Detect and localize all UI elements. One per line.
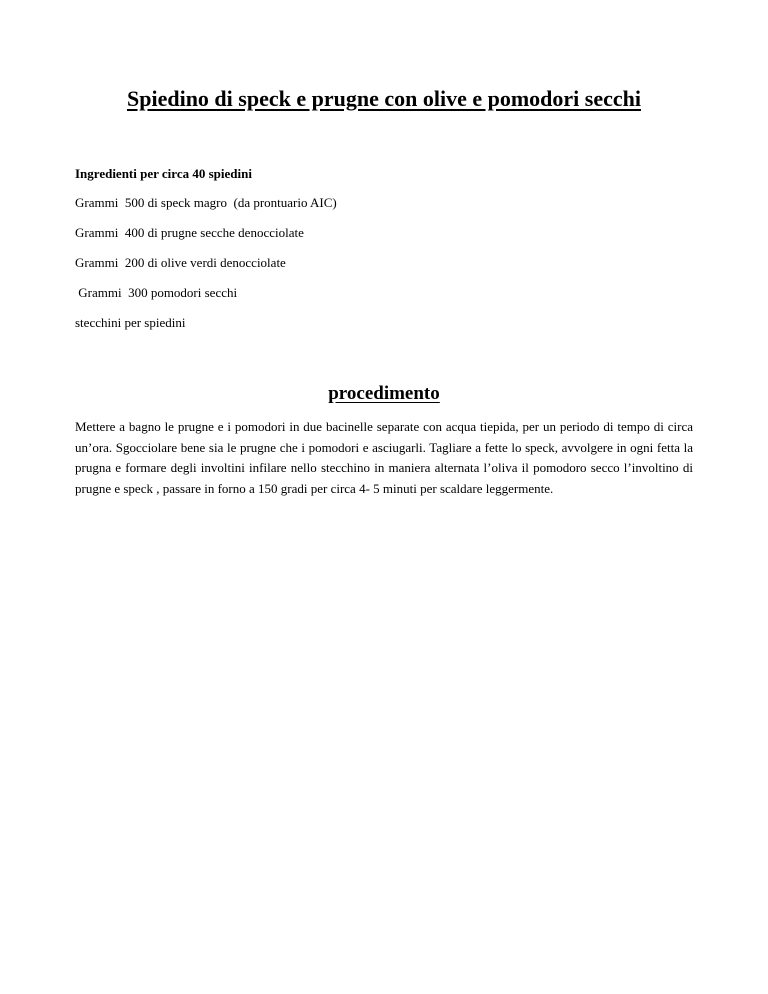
procedure-heading: procedimento bbox=[328, 383, 440, 404]
recipe-title: Spiedino di speck e prugne con olive e pomodori secchi bbox=[127, 86, 641, 111]
ingredients-heading: Ingredienti per circa 40 spiedini bbox=[75, 166, 252, 181]
ingredients-list bbox=[75, 194, 337, 344]
ingredient-item: Grammi 400 di prugne secche denocciolate bbox=[75, 225, 304, 240]
ingredient-item: stecchini per spiedini bbox=[75, 315, 186, 330]
ingredient-item: Grammi 500 di speck magro (da prontuario AIC) bbox=[75, 195, 337, 210]
ingredient-item: Grammi 200 di olive verdi denocciolate bbox=[75, 255, 286, 270]
procedure-paragraph: Mettere a bagno le prugne e i pomodori in due bacinelle separate con acqua tiepida, per un periodo di tempo di circa un’ora. Sgocciolare bene sia le prugne che i pomodori e asciugarli. Tagliare a fette lo speck, avvolgere in ogni fetta la prugna e formare degli involtini infilare nello stecchino in maniera alternata l’oliva il pomodoro secco l’involtino di prugne e speck , passare in forno a 150 gradi per circa 4- 5 minuti per scaldare leggermente. bbox=[75, 419, 693, 496]
ingredient-item: Grammi 300 pomodori secchi bbox=[75, 285, 238, 300]
